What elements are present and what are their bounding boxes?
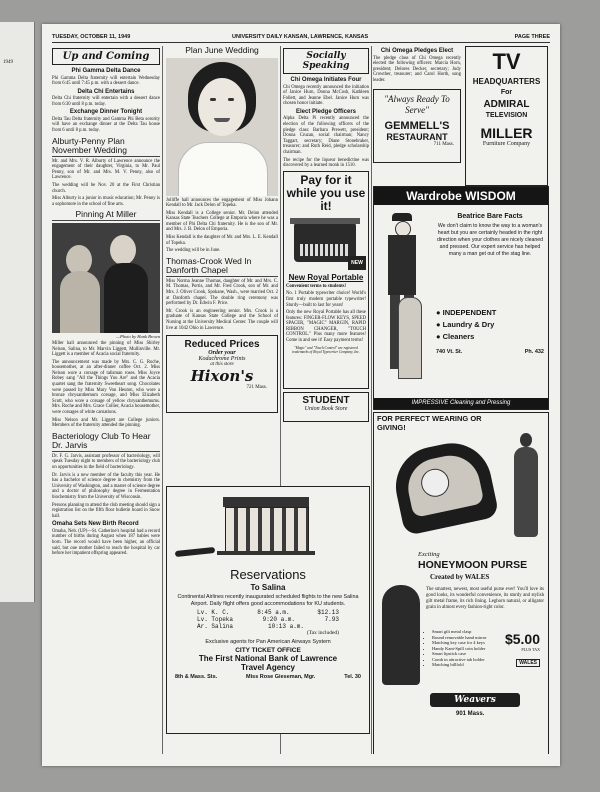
feature-item: • Handy Kant-Spill coin holder — [432, 646, 512, 652]
article-text: The announcement was made by Mrs. C. G. Roche, housemother, at an after-dinner coffee Oct. 2. Miss Nelson wore a corsage of talisman roses. Miss Joyce Robey sang "All the Things You Are" and the Acacia quartet sang the fraternity Sweetheart song. Chocolates were passed by Miss Mary Von Heuton, who wore a bronze chrysanthemum corsage, and Miss Elizabeth Scott, who wore a corsage of yellow chrysanthemums. Mrs. Roche and Mrs. Grace Collier, Acacia housemother, were corsages of white carnations. — [52, 359, 160, 416]
ad-text: No. 1 Portable typewriter choice! World's first truly modern portable typewriter! Sturdy—built to last for years! — [286, 291, 366, 308]
ad-manager: Miss Rose Gieseman, Mgr. — [246, 674, 316, 681]
store-name: Union Book Store — [304, 405, 348, 412]
impressive-banner: IMPRESSIVE Cleaning and Pressing — [374, 398, 548, 409]
schedule-row: Ar. Salina 10:13 a.m. — [197, 623, 305, 631]
up-and-coming-banner: Up and Coming — [52, 48, 160, 65]
feature-item: • Matching billfold — [432, 662, 512, 668]
page-number: PAGE THREE — [514, 34, 550, 40]
laundry-label: ● Laundry & Dry — [436, 320, 495, 329]
article-text: Dr. Jarvis is a new member of the faculty this year. He has a bachelor of science degree in chemistry from the University of Washington, and a master of science degree and a doctor of philosophy degree in Fermentation biochemistry from the University of Wisconsin. — [52, 472, 160, 500]
man-face — [110, 235, 136, 265]
gemmells-ad — [373, 89, 461, 163]
cleaners-label: ● Cleaners — [436, 332, 475, 341]
schedule-row: Lv. K. C. 8:45 a.m. $12.13 — [197, 609, 339, 617]
ad-headline: Pay for it while you use it! — [286, 172, 366, 213]
miller-tv-ad — [465, 46, 548, 186]
article-text: Mr. Crook is an engineering senior. Mrs. Crook is a graduate of Kansas State College and the School of Nursing at the University Medical Center. The couple will live at 1042 Ohio in Lawrence. — [166, 308, 278, 331]
hand-holding-purse — [382, 585, 420, 685]
reservations-ad — [166, 486, 370, 734]
column-rule — [162, 46, 163, 754]
ad-headline: Reservations — [230, 567, 306, 582]
ad-address: 901 Mass. — [456, 711, 485, 717]
portrait-blouse — [178, 142, 268, 196]
headline: Plan June Wedding — [185, 46, 259, 55]
article-text: Mr. and Mrs. V. R. Alburty of Lawrence announce the engagement of their daughter, Virginia, to Mr. Paul Penny, son of Mr. and Mrs. M. V. Penny, also of Lawrence. — [52, 158, 160, 181]
paper-line: UNIVERSITY DAILY KANSAN, LAWRENCE, KANSAS — [232, 34, 369, 40]
royal-headline: New Royal Portable — [288, 272, 364, 282]
woman-silhouette — [512, 433, 542, 543]
headline: Omaha Sets New Birth Record — [52, 521, 139, 528]
article-text: Chi Omega recently announced the initiation of Janice Hurn, Donna McCosh, Kathleen Follett, and Jeanne Ebel. Janice Hurn was chosen honor initiate. — [283, 84, 369, 107]
headline: Bacteriology Club To Hear Dr. Jarvis — [52, 432, 160, 452]
headline: Chi Omega Initiates Four — [290, 77, 362, 83]
portrait-face — [198, 78, 246, 136]
ad-slogan: "Always Ready To Serve" — [384, 94, 450, 116]
article-text: Alpha Delta Pi recently announced the election of the following officers of the pledge class: Barbara Prewett, president; Donna Cruzan, social chairman; Nancy Taggart, secretary; Diane Stonebraker, treasurer; and Ruth Reid, pledge scholarship chairman. — [283, 116, 369, 155]
ad-text: Exciting — [418, 551, 440, 558]
headline: Delta Chi Entertains — [77, 88, 135, 95]
weavers-logo: Weavers — [430, 693, 520, 707]
hixons-ad — [166, 335, 278, 413]
purse-illustration — [389, 436, 500, 536]
article-text: Miss Norma Jeanne Thomas, daughter of Mr. and Mrs. C. M. Thomas, Portis, and Mr. Fred Crook, son of Mr. and Mrs. J. Oliver Crook, Spokane, Wash., were married Oct. 2 at Danforth chapel. The double ring ceremony was performed by Dr. Edwin F. Price. — [166, 278, 278, 307]
purse-name: HONEYMOON PURSE — [418, 559, 528, 571]
admiral-brand: ADMIRAL — [483, 99, 530, 110]
bank-name: The First National Bank of Lawrence — [198, 654, 338, 664]
article-text: Delta Tau Delta fraternity and Gamma Phi Beta sorority will have an exchange dinner at the Delta Tau house from 6 until 8 p.m. today. — [52, 116, 160, 134]
portrait-smile — [214, 118, 230, 122]
column-rule — [371, 46, 372, 754]
article-text: Omaha, Neb. (UP)—St. Catherine's hospital had a record number of births during August when 187 babies were born. The record would have been higher, an official said, but one mother failed to reach the hospital by car before her impatient offspring appeared. — [52, 528, 160, 557]
ad-phone: Tel. 30 — [344, 674, 361, 681]
royal-portable-ad — [283, 171, 369, 389]
man-suit — [104, 263, 148, 333]
ad-text: The smartest, newest, most useful purse ever! You'll love its good looks, its wonderful convenience, its sturdy and stylish gilt metal frame, its rich lining. Leghorn natural, or alligator grain in almost every fashion-right color. — [426, 587, 544, 610]
ad-text: TELEVISION — [485, 112, 528, 119]
ad-headline: Reduced Prices — [184, 339, 260, 351]
ad-address: 8th & Mass. Sts. — [175, 674, 218, 681]
page-header — [52, 33, 550, 43]
airplane-icon — [175, 547, 215, 557]
column-4 — [373, 46, 550, 754]
ad-text: Continental Airlines recently inaugurated scheduled flights to the new Salina Airport. Daily flight offers good accommodations for KU students. — [177, 594, 359, 607]
ad-text: Laundry & Dry — [442, 320, 495, 329]
article-text: Miss Nelson and Mr. Liggett are College juniors. Members of the fraternity attended the pinning. — [52, 417, 160, 429]
tv-logo: TV — [492, 49, 521, 74]
article-text: The pledge class of Chi Omega recently elected the following officers: Marcia Horn, president; Delores Decker, secretary; Judy Crowther, treasurer; and Carol Horth, song leader. — [373, 55, 461, 83]
portrait-eye — [228, 98, 234, 101]
wales-logo: WALES — [516, 659, 540, 667]
ad-address: 711 Mass. — [433, 142, 454, 148]
ad-text: For — [500, 89, 513, 96]
ad-text: Kodachrome Prints — [198, 356, 246, 363]
article-text: The wedding will be Nov. 20 at the First Christian church. — [52, 183, 160, 194]
headline: Pinning At Miller — [52, 210, 160, 221]
furniture-company: Furniture Company — [482, 141, 531, 147]
article-text: The wedding will be in June. — [166, 248, 221, 254]
gemmells-name: GEMMELL'S — [384, 120, 450, 133]
student-union-book-store-ad — [283, 392, 369, 422]
new-badge: NEW — [348, 256, 366, 270]
article-text: Jolliffe hall announces the engagement of Miss Johann Kendall to Mr. Jack Delon of Topeka. — [166, 197, 278, 209]
ad-address: 721 Mass. — [246, 385, 267, 391]
created-by-wales: Created by WALES — [430, 573, 490, 581]
headline: Alburty-Penny Plan November Wedding — [52, 137, 160, 157]
ad-text: INDEPENDENT — [442, 308, 497, 317]
bank-building-illustration — [167, 487, 369, 567]
ad-text: Cleaners — [442, 332, 475, 341]
article-text: Delta Chi fraternity will entertain with a dessert dance from 6:30 until 8 p.m. today. — [52, 96, 160, 107]
socially-speaking-banner: Socially Speaking — [283, 48, 369, 74]
tax-note: (Tax included) — [306, 630, 339, 637]
article-text: Persons planning to attend the club meeting should sign a registration list on the fifth floor bulletin board in Snow hall. — [52, 502, 160, 519]
ad-address: 740 Vt. St. — [436, 349, 463, 355]
ad-fine-print: "Magic" and "Touch Control" are registered trademarks of Royal Typewriter Company, Inc. — [292, 345, 360, 355]
feature-item: • Comb in attractive tab holder — [432, 657, 512, 663]
ad-text: CITY TICKET OFFICE — [235, 647, 301, 655]
ad-headline: Wardrobe WISDOM — [374, 187, 548, 205]
ad-text: HEADQUARTERS — [472, 77, 541, 86]
ad-text: Exclusive agents for Pan American Airways System — [205, 639, 331, 646]
ad-text: Only the new Royal Portable has all these features: FINGER-FLOW KEYS, SPEED SPACER, "MAGIC" MARGIN, RAPID RIBBON CHANGER, "TOUCH CONTROL." Plus many more features! Come in and see it! Easy payment terms! — [286, 310, 366, 344]
portrait-eye — [210, 98, 216, 101]
student-logo: STUDENT — [302, 394, 350, 406]
prev-page-fragment: 1949 — [3, 60, 13, 65]
price: $5.00 — [504, 631, 540, 647]
miller-brand: MILLER — [480, 125, 533, 141]
article-text: Miss Kendall is a College senior. Mr. Delon attended Kansas State Teachers College at Emporia where he was a member of Phi Delta Chi fraternity. He is the son of Mr. and Mrs. J. B. Delon of Emporia. — [166, 210, 278, 233]
ad-subhead: Beatrice Bare Facts — [457, 213, 523, 220]
newspaper-page — [42, 24, 560, 766]
purse-feature-list — [424, 629, 512, 668]
ad-subhead: To Salina — [250, 583, 286, 592]
headline: Phi Gamma Delta Dance — [71, 68, 141, 74]
restaurant-label: RESTAURANT — [386, 132, 448, 143]
previous-page-edge — [0, 22, 35, 602]
independent-label: ● INDEPENDENT — [436, 308, 497, 317]
date-line: TUESDAY, OCTOBER 11, 1949 — [52, 34, 131, 40]
ad-phone: Ph. 432 — [524, 349, 544, 355]
article-text: Dr. F. G. Jarvis, assistant professor of bacteriology, will speak Tuesday night to members of the bacteriology club on opportunities in the field of bacteriology. — [52, 453, 160, 470]
hixons-logo: Hixon's — [190, 367, 254, 386]
travel-agency: Travel Agency — [241, 663, 295, 673]
wardrobe-wisdom-ad — [373, 186, 549, 410]
flight-schedule — [167, 609, 369, 630]
woman-illustration — [398, 297, 422, 379]
photo-credit: —Photo by Hank Brown — [116, 333, 160, 339]
column-1 — [52, 46, 160, 754]
headline: Chi Omega Pledges Elect — [380, 48, 454, 54]
ad-text: We don't claim to know the way to a woman's heart but you are certainly headed in the right direction when your clothes are nicely cleaned and pressed. Our expert service has helped many a man get out of the stag line. — [436, 223, 544, 257]
ad-text: Order your — [208, 350, 236, 357]
article-text: The recipe for the liqueur benedictine was discovered by a learned monk in 1510. — [283, 157, 369, 169]
ad-headline: FOR PERFECT WEARING OR GIVING! — [377, 414, 482, 432]
feature-item: • Matching key case for 4 keys — [432, 640, 512, 646]
headline: Exchange Dinner Tonight — [69, 109, 143, 116]
price-note: PLUS TAX — [521, 647, 540, 652]
ad-text: Convenient terms to students! — [286, 283, 347, 289]
schedule-row: Lv. Topeka 9:20 a.m. 7.93 — [197, 616, 339, 624]
headline: Elect Pledge Officers — [295, 108, 357, 115]
typewriter-illustration — [286, 216, 366, 270]
article-text: Miss Alburty is a junior in music education; Mr. Penny is a sophomore in the school of fine arts. — [52, 196, 160, 207]
honeymoon-purse-ad — [373, 412, 549, 754]
feature-item: • Round removable hand mirror — [432, 635, 512, 641]
ad-text: at this store — [210, 362, 234, 368]
engagement-portrait — [166, 58, 278, 196]
headline: Thomas-Crook Wed In Danforth Chapel — [166, 257, 278, 277]
feature-item: • Smart lipstick case — [432, 651, 512, 657]
article-text: Phi Gamma Delta fraternity will entertain Wednesday from 6:45 until 7:45 p.m. with a dessert dance. — [52, 75, 160, 87]
article-text: Miller hall announced the pinning of Miss Shirley Nelson, Salina, to Mr. Marvin Liggett, Mullinville. Mr. Liggett is a member of Acacia social fraternity. — [52, 340, 160, 358]
article-text: Miss Kendall is the daughter of Mr. and Mrs. L. E. Kendall of Topeka. — [166, 235, 278, 246]
feature-item: • Smart gilt metal clasp — [432, 629, 512, 635]
pinning-photo — [52, 223, 160, 333]
woman-dress — [60, 271, 100, 333]
